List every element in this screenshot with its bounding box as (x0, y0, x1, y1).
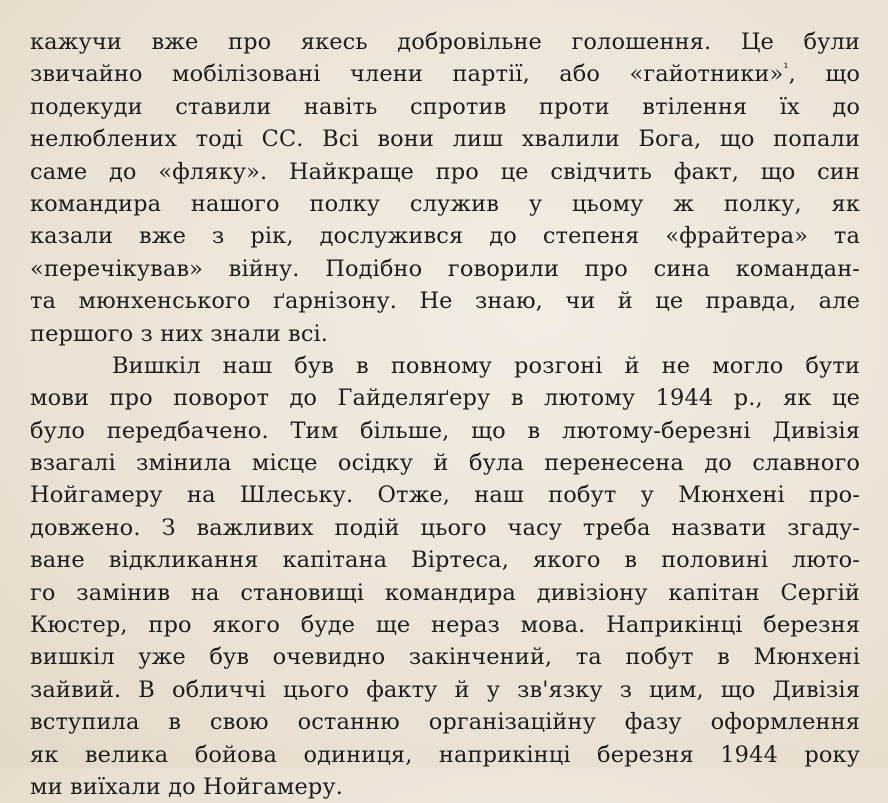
text-line: го замінив на становищі командира дивізіону капітан Сергій (30, 579, 860, 606)
paragraph-1 (30, 26, 860, 350)
text-line: та мюнхенського ґарнізону. Не знаю, чи й це правда, але (30, 288, 860, 315)
text-line: Нойгамеру на Шлеську. Отже, наш побут у Мюнхені про- (30, 482, 860, 509)
text-line: першого з них знали всі. (30, 320, 329, 347)
text-line: зайвий. В обличчі цього факту й у зв'язку з цим, що Дивізія (30, 676, 860, 703)
text-line: мови про поворот до Гайделяґеру в лютому 1944 р., як це (30, 385, 860, 412)
text-line: командира нашого полку служив у цьому ж полку, як (30, 190, 860, 217)
text-line: звичайно мобілізовані члени партії, або «гайотники»$^{^1}$, що (30, 61, 860, 88)
text-line: ване відкликання капітана Віртеса, якого в половині люто- (30, 547, 860, 574)
text-line: вступила в свою останню організаційну фазу оформлення (30, 709, 860, 736)
text-line: подекуди ставили навіть спротив проти втілення їх до (30, 93, 860, 120)
text-line: саме до «фляку». Найкраще про це свідчить факт, що син (30, 158, 860, 185)
text-line: нелюблених тоді СС. Всі вони лиш хвалили Бога, що попали (30, 126, 860, 153)
text-line: Вишкіл наш був в повному розгоні й не могло бути (112, 352, 860, 379)
paragraph-2 (30, 350, 860, 803)
text-line: як велика бойова одиниця, наприкінці березня 1944 року (30, 741, 860, 768)
text-line: взагалі змінила місце осідку й була перенесена до славного (30, 450, 860, 477)
footnote-marker: ¹ (783, 61, 789, 77)
text-line: ми виїхали до Нойгамеру. (30, 773, 343, 800)
text-line: «перечікував» війну. Подібно говорили про сина командан- (30, 255, 860, 282)
text-line: Кюстер, про якого буде ще нераз мова. Наприкінці березня (30, 612, 860, 639)
text-line: вишкіл уже був очевидно закінчений, та побут в Мюнхені (30, 644, 860, 671)
text-line: казали вже з рік, дослужився до степеня «фрайтера» та (30, 223, 860, 250)
book-page-text (30, 26, 860, 803)
text-line: довжено. З важливих подій цього часу треба назвати згаду- (30, 514, 860, 541)
text-line: кажучи вже про якесь добровільне голошення. Це були (30, 29, 860, 55)
text-line: було передбачено. Тим більше, що в лютому-березні Дивізія (30, 417, 860, 444)
